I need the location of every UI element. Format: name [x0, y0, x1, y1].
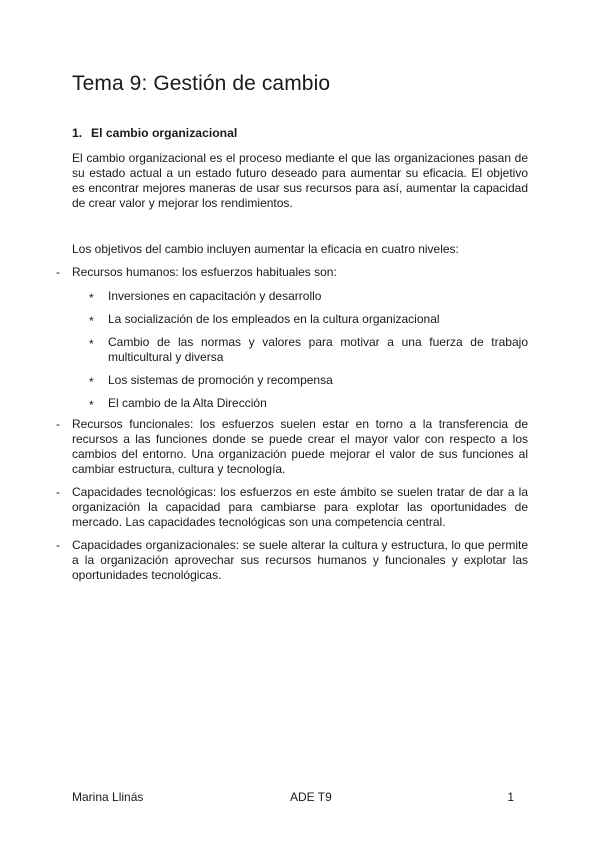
list-item-text: Capacidades organizacionales: se suele alterar la cultura y estructura, lo que permite a la organización aprovechar sus recursos humanos y funcionales y explotar las oportunidades tecnológicas.: [72, 538, 528, 582]
list-item-text: Capacidades tecnológicas: los esfuerzos en este ámbito se suelen tratar de dar a la organización la capacidad para cambiarse para explotar las oportunidades de mercado. Las capacidades tecnológicas son una competencia central.: [72, 485, 528, 529]
lead-paragraph: Los objetivos del cambio incluyen aumentar la eficacia en cuatro niveles:: [72, 242, 459, 256]
list-item-human-resources: [0, 265, 600, 411]
efficacy-levels-list: [0, 265, 600, 583]
sublist-item-text: Los sistemas de promoción y recompensa: [108, 373, 333, 387]
sublist-item: [0, 289, 600, 304]
dash-bullet: -: [56, 417, 60, 431]
dash-bullet: -: [56, 538, 60, 552]
sublist-item: [0, 373, 600, 388]
sublist-item-text: Cambio de las normas y valores para motivar a una fuerza de trabajo multicultural y diversa: [108, 335, 528, 364]
list-item-organizational-capabilities: [0, 538, 600, 583]
star-bullet: *: [89, 314, 94, 328]
sublist-item-text: El cambio de la Alta Dirección: [108, 396, 267, 410]
section-title: El cambio organizacional: [91, 126, 238, 140]
intro-paragraph: El cambio organizacional es el proceso mediante el que las organizaciones pasan de su estado actual a un estado futuro deseado para aumentar su eficacia. El objetivo es encontrar mejores maneras de usar sus recursos para así, aumentar la capacidad de crear valor y mejorar los rendimientos.: [72, 151, 528, 210]
star-bullet: *: [89, 291, 94, 305]
sublist-item: [0, 396, 600, 411]
sublist-item-text: La socialización de los empleados en la cultura organizacional: [108, 312, 440, 326]
footer-author: Marina Llinás: [72, 790, 144, 804]
sublist-item: [0, 335, 600, 365]
section-number: 1.: [72, 126, 83, 140]
footer-course: ADE T9: [290, 790, 332, 804]
human-resources-sublist: [0, 289, 600, 411]
star-bullet: *: [89, 375, 94, 389]
star-bullet: *: [89, 398, 94, 412]
section-heading: [72, 126, 237, 140]
footer-page-number: 1: [507, 790, 514, 804]
star-bullet: *: [89, 337, 94, 351]
list-item-technological-capabilities: [0, 485, 600, 530]
list-item-text: Recursos funcionales: los esfuerzos suelen estar en torno a la transferencia de recursos a las funciones donde se puede crear el mayor valor con respecto a los cambios del entorno. Una organización puede mejorar el valor de sus funciones al cambiar estructura, cultura y tecnología.: [72, 417, 528, 476]
dash-bullet: -: [56, 485, 60, 499]
dash-bullet: -: [56, 265, 60, 279]
list-item-text: Recursos humanos: los esfuerzos habituales son:: [72, 265, 337, 279]
sublist-item-text: Inversiones en capacitación y desarrollo: [108, 289, 322, 303]
page-title: Tema 9: Gestión de cambio: [72, 72, 331, 95]
list-item-functional-resources: [0, 417, 600, 477]
page-footer: [72, 790, 528, 806]
sublist-item: [0, 312, 600, 327]
